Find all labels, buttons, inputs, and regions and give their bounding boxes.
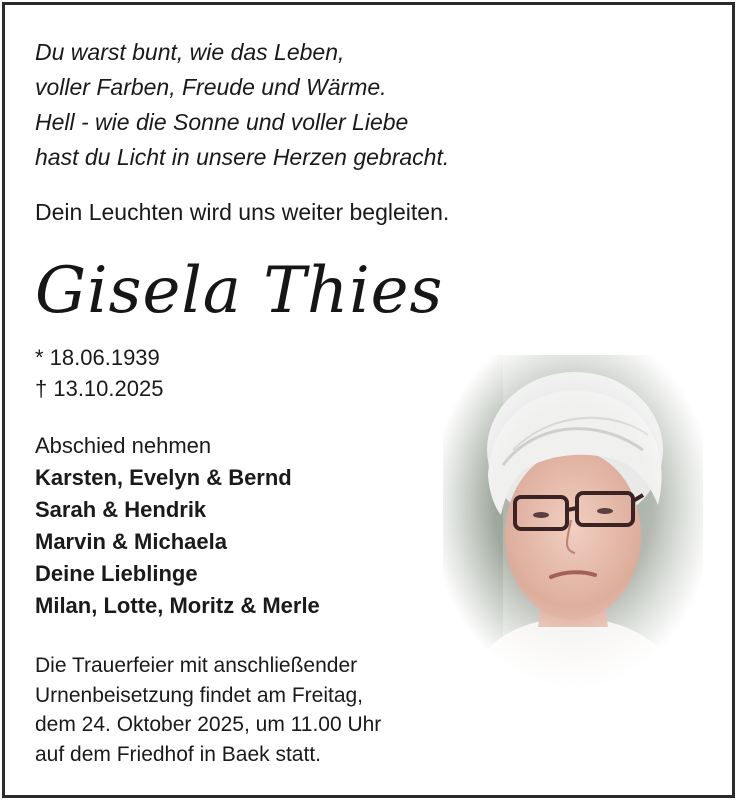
tagline: Dein Leuchten wird uns weiter begleiten.: [35, 199, 450, 225]
life-dates: [35, 342, 163, 404]
mourner-names: Deine Lieblinge: [35, 561, 198, 586]
funeral-service-info: [35, 651, 381, 769]
poem-line: hast du Licht in unsere Herzen gebracht.: [35, 144, 450, 170]
mourners-intro: Abschied nehmen: [35, 433, 212, 458]
deceased-name: Gisela Thies: [35, 254, 444, 328]
poem-line: voller Farben, Freude und Wärme.: [35, 74, 387, 100]
portrait-photo: [443, 355, 703, 690]
service-line: Urnenbeisetzung findet am Freitag,: [35, 683, 364, 707]
mourner-names: Marvin & Michaela: [35, 529, 227, 554]
birth-date: * 18.06.1939: [35, 345, 160, 370]
service-line: Die Trauerfeier mit anschließender: [35, 654, 358, 677]
mourner-names: Milan, Lotte, Moritz & Merle: [35, 593, 320, 618]
mourner-names: Karsten, Evelyn & Bernd: [35, 465, 292, 490]
memorial-poem: [35, 35, 449, 175]
poem-line: Hell - wie die Sonne und voller Liebe: [35, 109, 409, 135]
mourner-names: Sarah & Hendrik: [35, 497, 207, 522]
obituary-notice: [2, 2, 735, 798]
poem-line: Du warst bunt, wie das Leben,: [35, 39, 345, 65]
mourners-block: [35, 430, 320, 622]
death-date: † 13.10.2025: [35, 376, 164, 401]
service-line: dem 24. Oktober 2025, um 11.00 Uhr: [35, 713, 382, 736]
service-line: auf dem Friedhof in Baek statt.: [35, 742, 321, 766]
